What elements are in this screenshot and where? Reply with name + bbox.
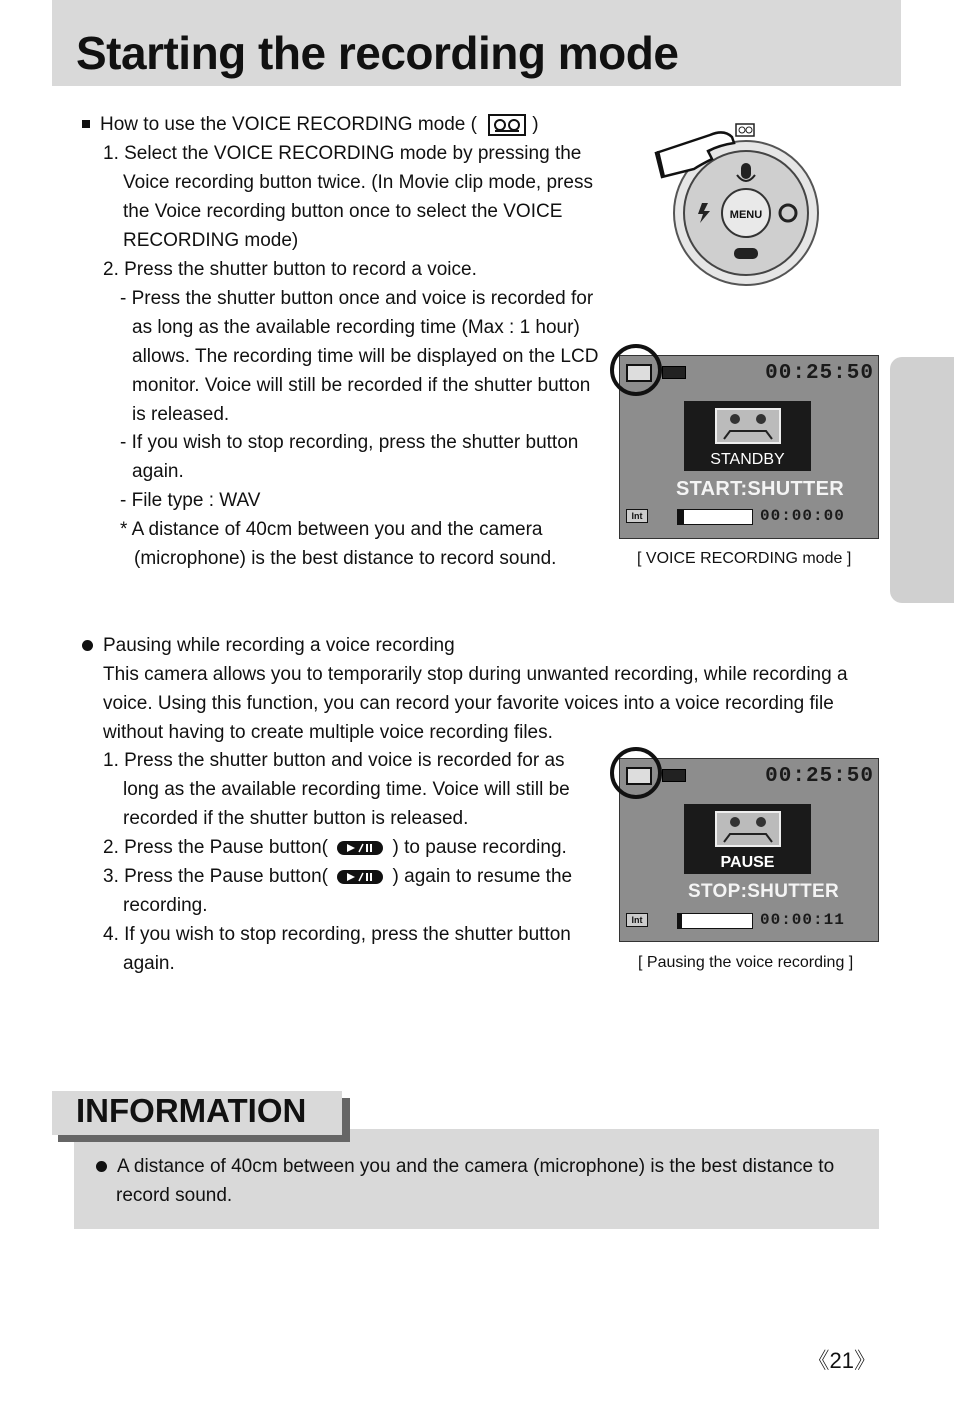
- shutter-command: START:SHUTTER: [676, 478, 844, 500]
- text-line: - Press the shutter button once and voice is recorded for: [120, 288, 594, 309]
- text-line: without having to create multiple voice recording files.: [103, 722, 553, 743]
- text-line: voice. Using this function, you can record your favorite voices into a voice recording file: [103, 693, 834, 714]
- progress-fill: [678, 510, 684, 524]
- text-line: monitor. Voice will still be recorded if the shutter button: [132, 375, 591, 396]
- page-number: 《21》: [807, 1348, 876, 1373]
- text-line: again.: [123, 953, 175, 974]
- highlight-circle: [610, 747, 662, 799]
- play-pause-icon: [734, 248, 758, 259]
- round-bullet-icon: [96, 1161, 107, 1172]
- text-line: * A distance of 40cm between you and the camera: [120, 519, 543, 540]
- round-bullet-icon: [82, 640, 93, 651]
- available-time: 00:25:50: [765, 765, 874, 788]
- text-line: This camera allows you to temporarily stop during unwanted recording, while recording a: [103, 664, 848, 685]
- information-text-line: record sound.: [116, 1185, 233, 1206]
- text-line: 4. If you wish to stop recording, press the shutter button: [103, 924, 571, 945]
- menu-button-label: MENU: [729, 209, 763, 221]
- text-line: 3. Press the Pause button( ) again to resume the: [103, 866, 573, 887]
- recorded-time: 00:00:00: [760, 507, 845, 525]
- text-line: (microphone) is the best distance to record sound.: [134, 548, 557, 569]
- figure-caption: [ Pausing the voice recording ]: [638, 954, 854, 971]
- section1-heading: How to use the VOICE RECORDING mode ( ): [82, 110, 539, 139]
- battery-icon: [662, 769, 686, 782]
- text-line: long as the available recording time. Voice will still be: [123, 779, 570, 800]
- recording-progress-bar: [677, 913, 753, 929]
- voice-recording-mode-icon: [488, 114, 526, 136]
- text-line: 1. Select the VOICE RECORDING mode by pressing the: [103, 143, 582, 164]
- cassette-icon: [684, 401, 811, 451]
- highlight-circle: [610, 344, 662, 396]
- cassette-panel: [684, 401, 811, 471]
- section2-heading: Pausing while recording a voice recording: [82, 631, 455, 660]
- shutter-command: STOP:SHUTTER: [688, 881, 840, 902]
- cassette-icon: [684, 804, 811, 854]
- square-bullet-icon: [82, 120, 90, 128]
- camera-dial-illustration: [650, 115, 825, 290]
- battery-icon: [662, 366, 686, 379]
- text-line: the Voice recording button once to select the VOICE: [123, 201, 563, 222]
- recorded-time: 00:00:11: [760, 911, 845, 929]
- text-line: recording.: [123, 895, 208, 916]
- figure-caption: [ VOICE RECORDING mode ]: [637, 550, 852, 567]
- text-line: 2. Press the shutter button to record a voice.: [103, 259, 477, 280]
- internal-memory-icon: Int: [626, 913, 648, 927]
- text-line: allows. The recording time will be displayed on the LCD: [132, 346, 599, 367]
- pause-button-icon: [337, 840, 383, 856]
- microphone-icon: [741, 163, 751, 179]
- text-line: as long as the available recording time (Max : 1 hour): [132, 317, 580, 338]
- text-line: is released.: [132, 404, 230, 425]
- internal-memory-icon: Int: [626, 509, 648, 523]
- available-time: 00:25:50: [765, 362, 874, 385]
- text-line: recorded if the shutter button is released.: [123, 808, 469, 829]
- text-line: Voice recording button twice. (In Movie clip mode, press: [123, 172, 593, 193]
- cassette-panel: [684, 804, 811, 874]
- progress-fill: [678, 914, 682, 928]
- information-title: INFORMATION: [76, 1092, 307, 1129]
- text-line: again.: [132, 461, 184, 482]
- text-line: 2. Press the Pause button( ) to pause recording.: [103, 837, 567, 858]
- recording-progress-bar: [677, 509, 753, 525]
- text-line: RECORDING mode): [123, 230, 299, 251]
- recording-status: PAUSE: [720, 854, 775, 871]
- pause-button-icon: [337, 869, 383, 885]
- text-line: - File type : WAV: [120, 490, 261, 511]
- page-title: Starting the recording mode: [76, 27, 679, 79]
- text-line: - If you wish to stop recording, press the shutter button: [120, 432, 579, 453]
- text-line: 1. Press the shutter button and voice is recorded for as: [103, 750, 565, 771]
- recording-status: STANDBY: [710, 451, 785, 468]
- information-text: A distance of 40cm between you and the camera (microphone) is the best distance to: [96, 1152, 834, 1181]
